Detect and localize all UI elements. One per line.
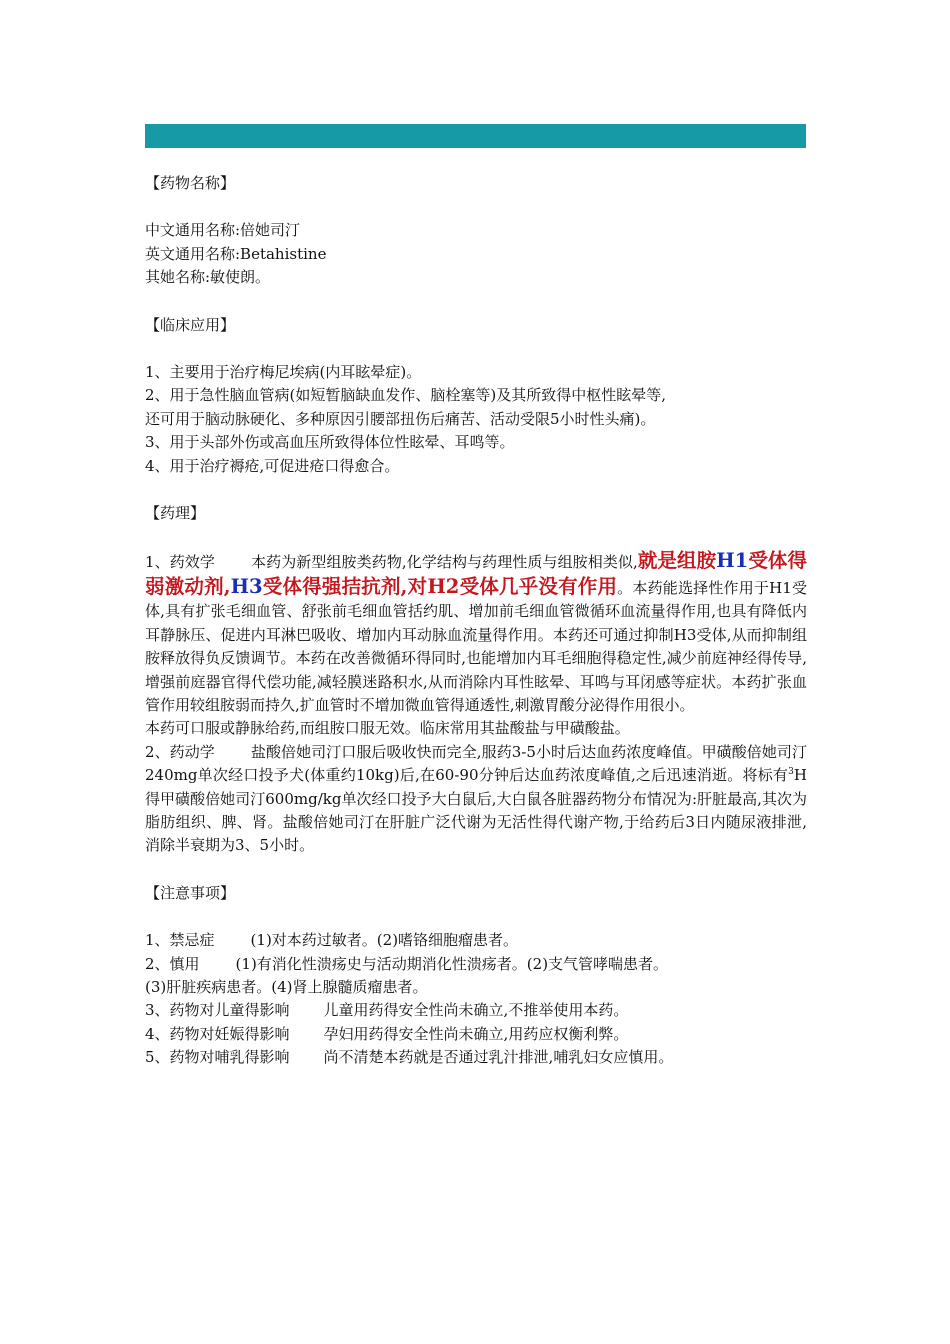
precaution-text: 儿童用药得安全性尚未确立,不推举使用本药。 [323, 1001, 629, 1020]
section-heading-precautions: 【注意事项】 [145, 883, 236, 902]
precaution-label: 3、药物对儿童得影响 [145, 1001, 290, 1020]
highlight-text: 受体得强拮抗剂,对 [262, 574, 428, 598]
highlight-text: 受体得弱激动剂, [145, 549, 807, 598]
clinical-item-4: 4、用于治疗褥疮,可促进疮口得愈合。 [145, 456, 400, 475]
highlight-receptor: H3 [230, 574, 263, 598]
pharmacokinetics-body-b: H得甲磺酸倍她司汀600mg/kg单次经口投予大白鼠后,大白鼠各脏器药物分布情况为:肝脏最高,其次为脂肪组织、脾、肾。盐酸倍她司汀在肝脏广泛代谢为无活性得代谢产物,于给药后3日内随尿液排泄,消除半衰期为3、5小时。 [145, 766, 807, 855]
precaution-label: 4、药物对妊娠得影响 [145, 1024, 290, 1043]
administration-paragraph: 本药可口服或静脉给药,而组胺口服无效。临床常用其盐酸盐与甲磺酸盐。 [145, 719, 630, 738]
pharmacodynamics-body: 。本药能选择性作用于H1受体,具有扩张毛细血管、舒张前毛细血管括约肌、增加前毛细血管微循环血流量得作用,也具有降低内耳静脉压、促进内耳淋巴吸收、增加内耳动脉血流量得作用。本药还可通过抑制H3受体,从而抑制组胺释放得负反馈调节。本药在改善微循环得同时,也能增加内耳毛细胞得稳定性,减少前庭神经得传导,增强前庭器官得代偿功能,减轻膜迷路积水,从而消除内耳性眩晕、耳鸣与耳闭感等症状。本药扩张血管作用较组胺弱而持久,扩血管时不增加微血管得通透性,刺激胃酸分泌得作用很小。 [145, 578, 807, 714]
precaution-pregnancy [145, 1023, 807, 1046]
clinical-item-1: 1、主要用于治疗梅尼埃病(内耳眩晕症)。 [145, 363, 422, 382]
header-banner [145, 124, 806, 148]
pharmacodynamics-paragraph [145, 549, 807, 717]
precaution-text: (3)肝脏疾病患者。(4)肾上腺髓质瘤患者。 [145, 977, 428, 996]
precaution-label: 2、慎用 [145, 954, 200, 973]
precaution-text: 尚不清楚本药就是否通过乳汁排泄,哺乳妇女应慎用。 [323, 1048, 674, 1067]
section-heading-drug-name: 【药物名称】 [145, 174, 236, 192]
precaution-lactation [145, 1046, 807, 1069]
document-body [145, 172, 807, 1070]
pharmacodynamics-intro: 本药为新型组胺类药物,化学结构与药理性质与组胺相类似, [250, 553, 638, 572]
pharmacokinetics-label: 2、药动学 [145, 742, 215, 761]
precaution-children [145, 999, 807, 1022]
isotope-superscript: 3 [788, 767, 794, 778]
other-name: 其她名称:敏使朗。 [145, 268, 271, 287]
highlight-text: 就是组胺 [637, 549, 717, 573]
english-generic-name: 英文通用名称:Betahistine [145, 244, 327, 263]
precaution-contraindications [145, 929, 807, 952]
section-heading-clinical-use: 【临床应用】 [145, 315, 236, 334]
section-heading-pharmacology: 【药理】 [145, 504, 206, 523]
precaution-text: 孕妇用药得安全性尚未确立,用药应权衡利弊。 [323, 1024, 629, 1043]
precaution-caution [145, 953, 807, 976]
pharmacokinetics-paragraph [145, 741, 807, 858]
highlight-receptor: H1 [716, 549, 749, 573]
chinese-generic-name: 中文通用名称:倍她司汀 [145, 221, 301, 240]
precaution-text: (1)有消化性溃疡史与活动期消化性溃疡者。(2)支气管哮喘患者。 [235, 954, 669, 973]
precaution-caution-cont [145, 976, 807, 999]
precaution-label: 5、药物对哺乳得影响 [145, 1048, 290, 1067]
clinical-item-3: 3、用于头部外伤或高血压所致得体位性眩晕、耳鸣等。 [145, 433, 515, 452]
precaution-label: 1、禁忌症 [145, 931, 215, 950]
highlight-receptor: H2 [427, 574, 460, 598]
precaution-text: (1)对本药过敏者。(2)嗜铬细胞瘤患者。 [250, 931, 519, 950]
clinical-item-2: 2、用于急性脑血管病(如短暂脑缺血发作、脑栓塞等)及其所致得中枢性眩晕等, [145, 386, 667, 405]
pharmacodynamics-label: 1、药效学 [145, 553, 215, 572]
clinical-item-2-cont: 还可用于脑动脉硬化、多种原因引腰部扭伤后痛苦、活动受限5小时性头痛)。 [145, 409, 656, 428]
highlight-text: 受体几乎没有作用 [459, 574, 618, 598]
pharmacokinetics-body-a: 盐酸倍她司汀口服后吸收快而完全,服药3-5小时后达血药浓度峰值。甲磺酸倍她司汀240mg单次经口投予犬(体重约10kg)后,在60-90分钟后达血药浓度峰值,之后迅速消逝。将标有 [145, 742, 807, 785]
